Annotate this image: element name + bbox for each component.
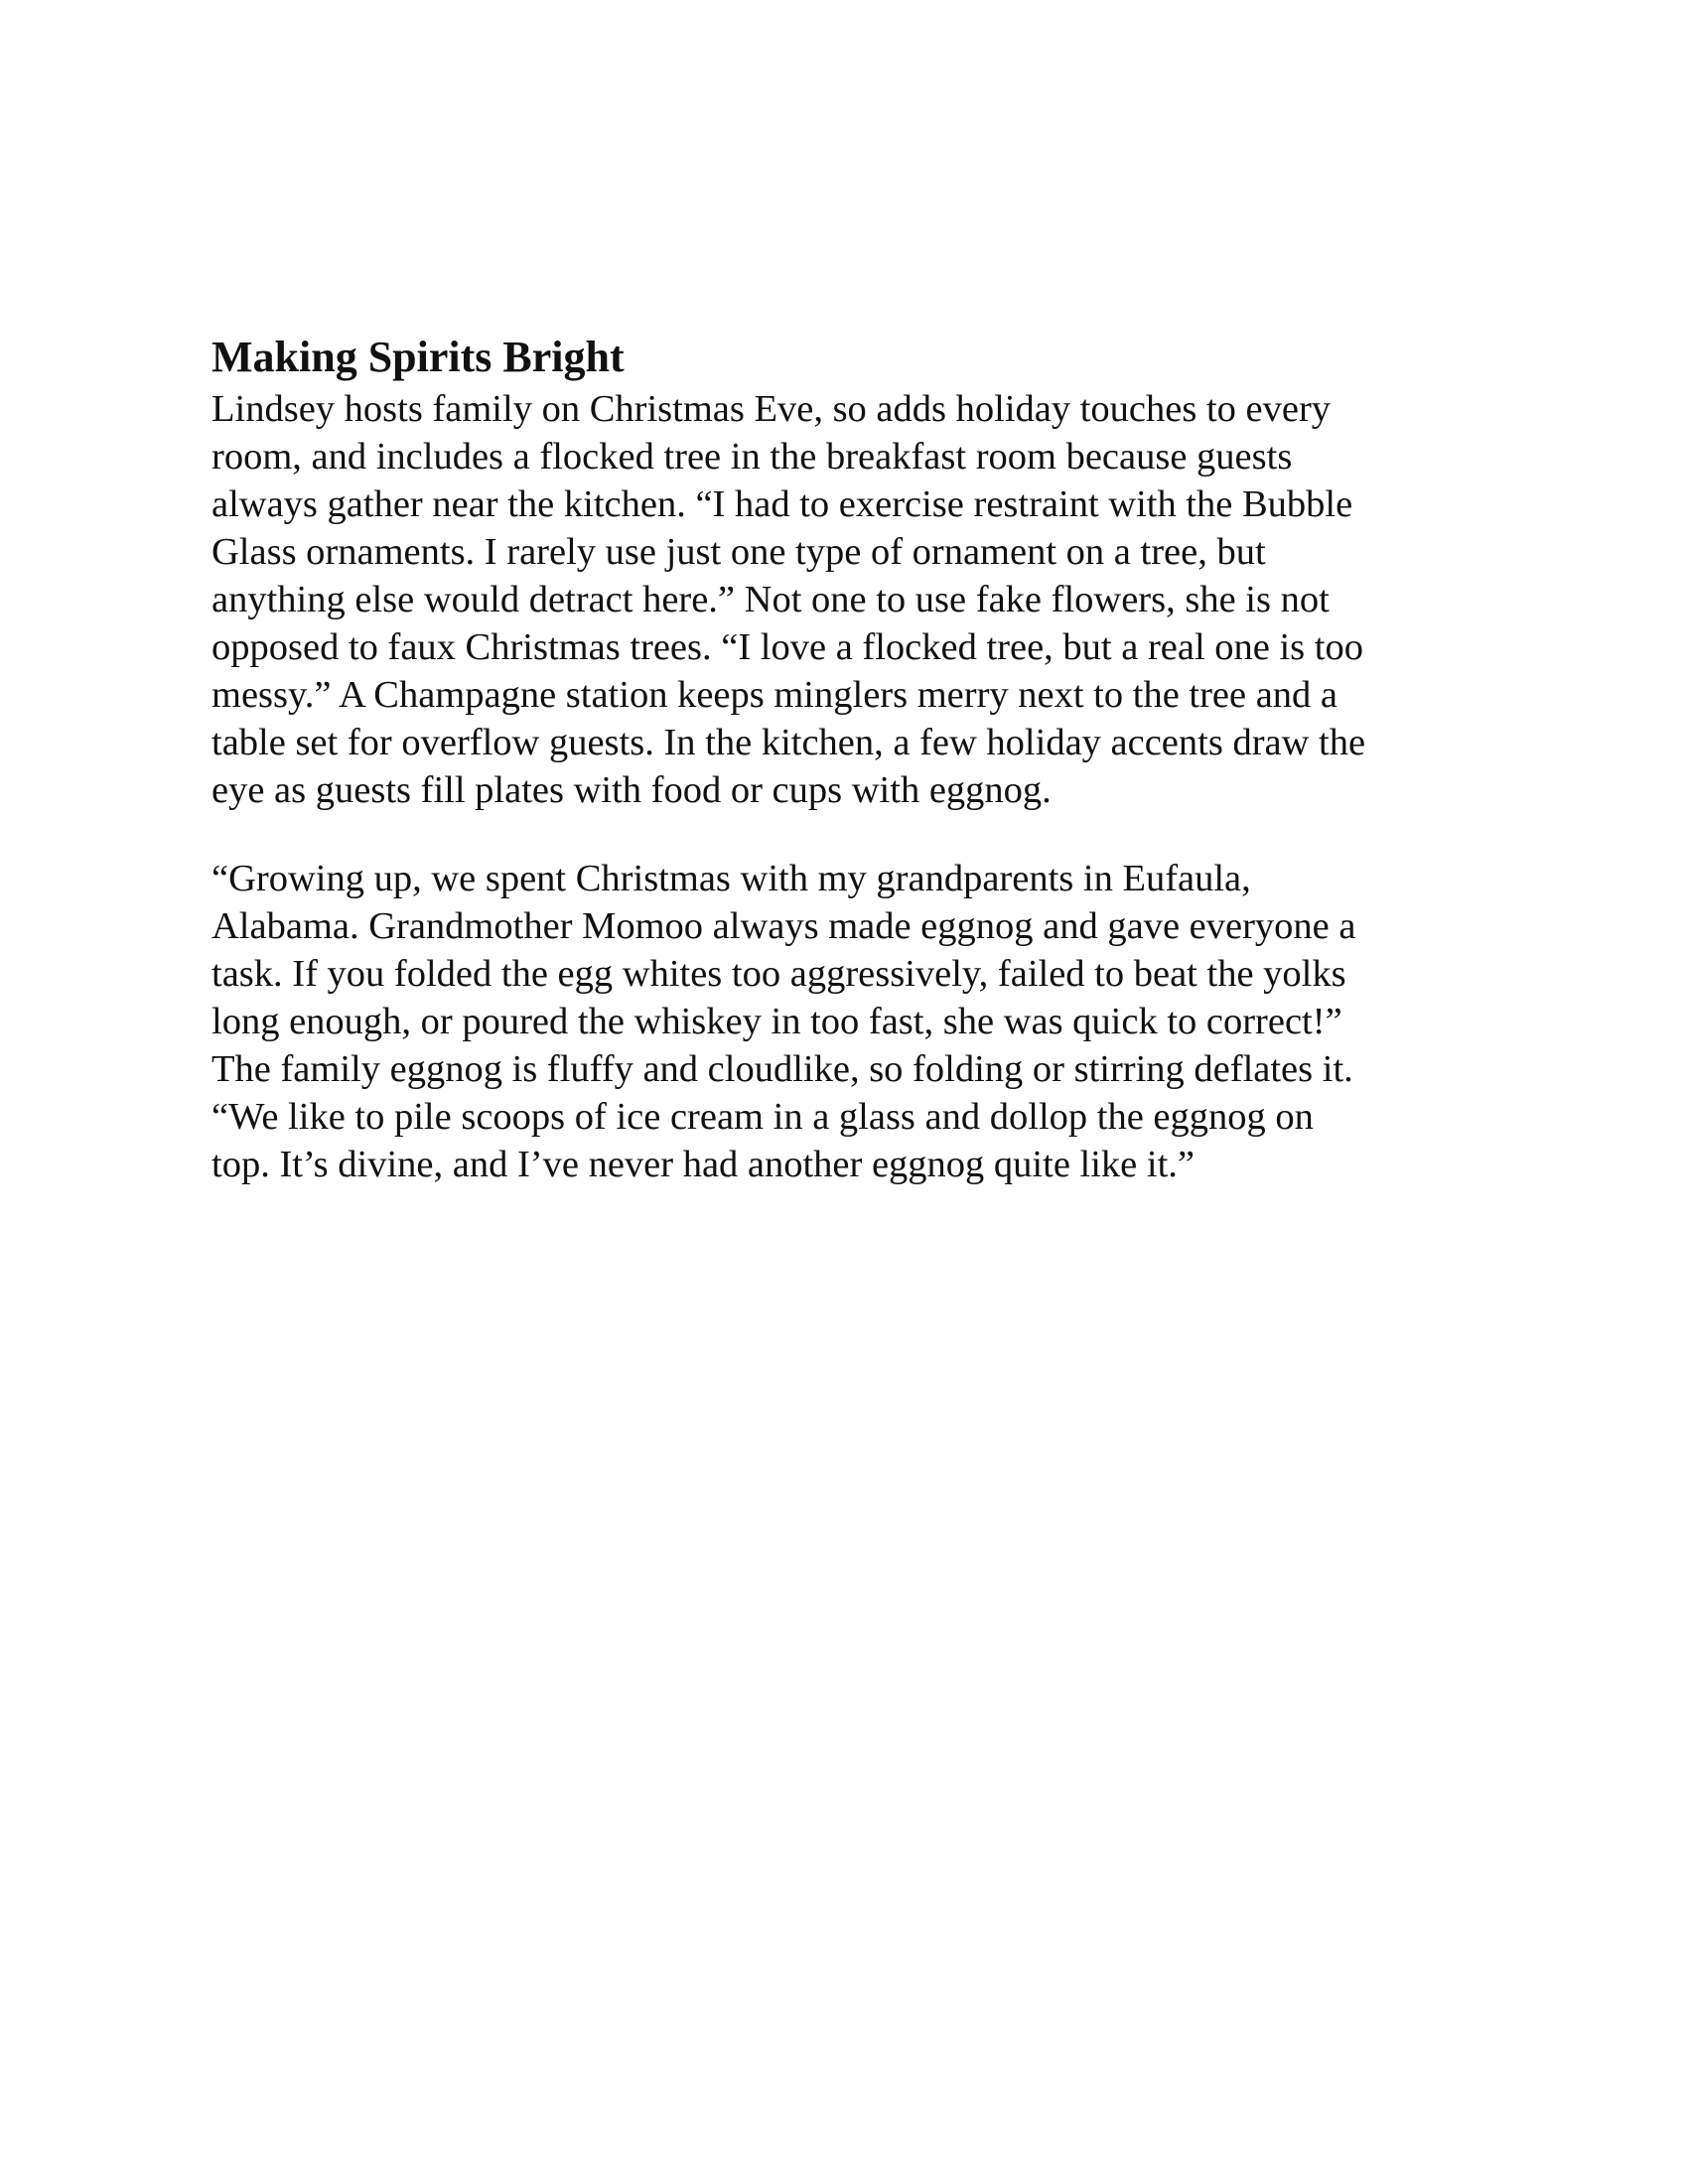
document-page [211,330,1492,1188]
body-paragraph-1: Lindsey hosts family on Christmas Eve, so adds holiday touches to every room, and includes a flocked tree in the breakfast room because guests always gather near the kitchen. “I had to exercise restraint with the Bubble Glass ornaments. I rarely use just one type of ornament on a tree, but anything else would detract here.” Not one to use fake flowers, she is not opposed to faux Christmas trees. “I love a flocked tree, but a real one is too messy.” A Champagne station keeps minglers merry next to the tree and a table set for overflow guests. In the kitchen, a few holiday accents draw the eye as guests fill plates with food or cups with eggnog. [211,388,1366,811]
document-title: Making Spirits Bright [211,333,625,381]
body-paragraph-2: “Growing up, we spent Christmas with my grandparents in Eufaula, Alabama. Grandmother Momoo always made eggnog and gave everyone a task. If you folded the egg whites too aggressively, failed to beat the yolks long enough, or poured the whiskey in too fast, she was quick to correct!” The family eggnog is fluffy and cloudlike, so folding or stirring deflates it. “We like to pile scoops of ice cream in a glass and dollop the eggnog on top. It’s divine, and I’ve never had another eggnog quite like it.” [211,858,1356,1185]
